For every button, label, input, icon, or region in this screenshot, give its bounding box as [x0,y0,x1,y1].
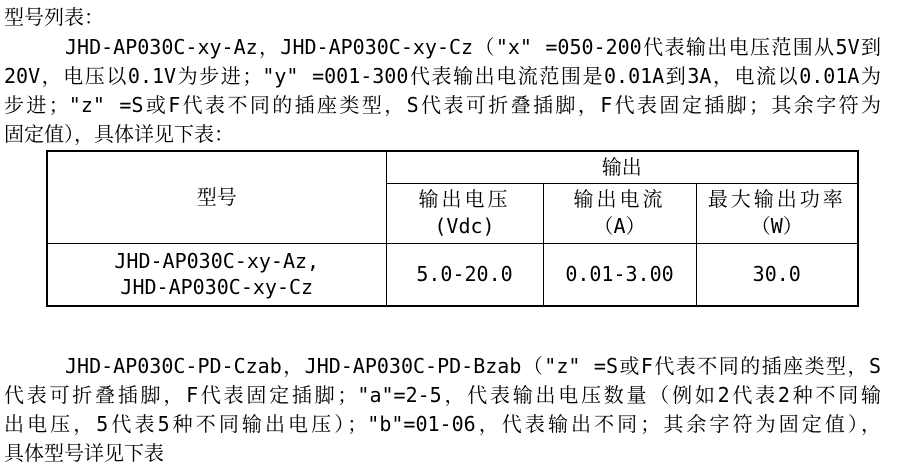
paragraph-line: JHD-AP030C-xy-Az，JHD-AP030C-xy-Cz（"x" =050-200代表输出电压范围从5V到 [65,35,881,59]
paragraph-line: 代表可折叠插脚，F代表固定插脚；"a"=2-5，代表输出电压数量（例如2代表2种不同输 [4,383,881,407]
table-header-output-voltage [386,183,543,243]
cell-model [47,243,386,306]
table-row [47,243,858,306]
table-header-output-group: 输出 [386,151,858,183]
header-title: 输出电压 [418,187,511,211]
spec-table [46,150,859,307]
paragraph-line: 出电压，5代表5种不同输出电压）；"b"=01-06，代表输出不同；其余字符为固定值）， [4,412,881,436]
table-header-model: 型号 [47,151,386,243]
cell-output-voltage: 5.0-20.0 [386,243,543,306]
page-title: 型号列表： [4,5,104,29]
paragraph-line: 20V，电压以0.1V为步进；"y" =001-300代表输出电流范围是0.01A到3A，电流以0.01A为 [4,64,881,88]
cell-max-output-power: 30.0 [696,243,858,306]
model-name-line: JHD-AP030C-xy-Az, [114,249,320,274]
cell-output-current: 0.01-3.00 [543,243,696,306]
paragraph-line: JHD-AP030C-PD-Czab，JHD-AP030C-PD-Bzab（"z" =S或F代表不同的插座类型，S [65,354,881,378]
table-header-max-output-power [696,183,858,243]
paragraph-line-clipped: 具体型号详见下表 [4,441,164,465]
header-unit: (Vdc) [434,214,495,238]
paragraph-model-az-cz [4,33,881,149]
header-title: 最大输出功率 [707,187,846,211]
paragraph-line: 固定值），具体详见下表： [4,122,234,146]
header-unit: （W） [750,214,803,238]
header-unit: （A） [593,214,646,238]
header-title: 输出电流 [573,187,666,211]
table-header-output-current [543,183,696,243]
paragraph-model-pd [4,352,881,468]
paragraph-line: 步进；"z" =S或F代表不同的插座类型，S代表可折叠插脚，F代表固定插脚；其余字符为 [4,93,881,117]
model-name-line: JHD-AP030C-xy-Cz [120,275,314,300]
